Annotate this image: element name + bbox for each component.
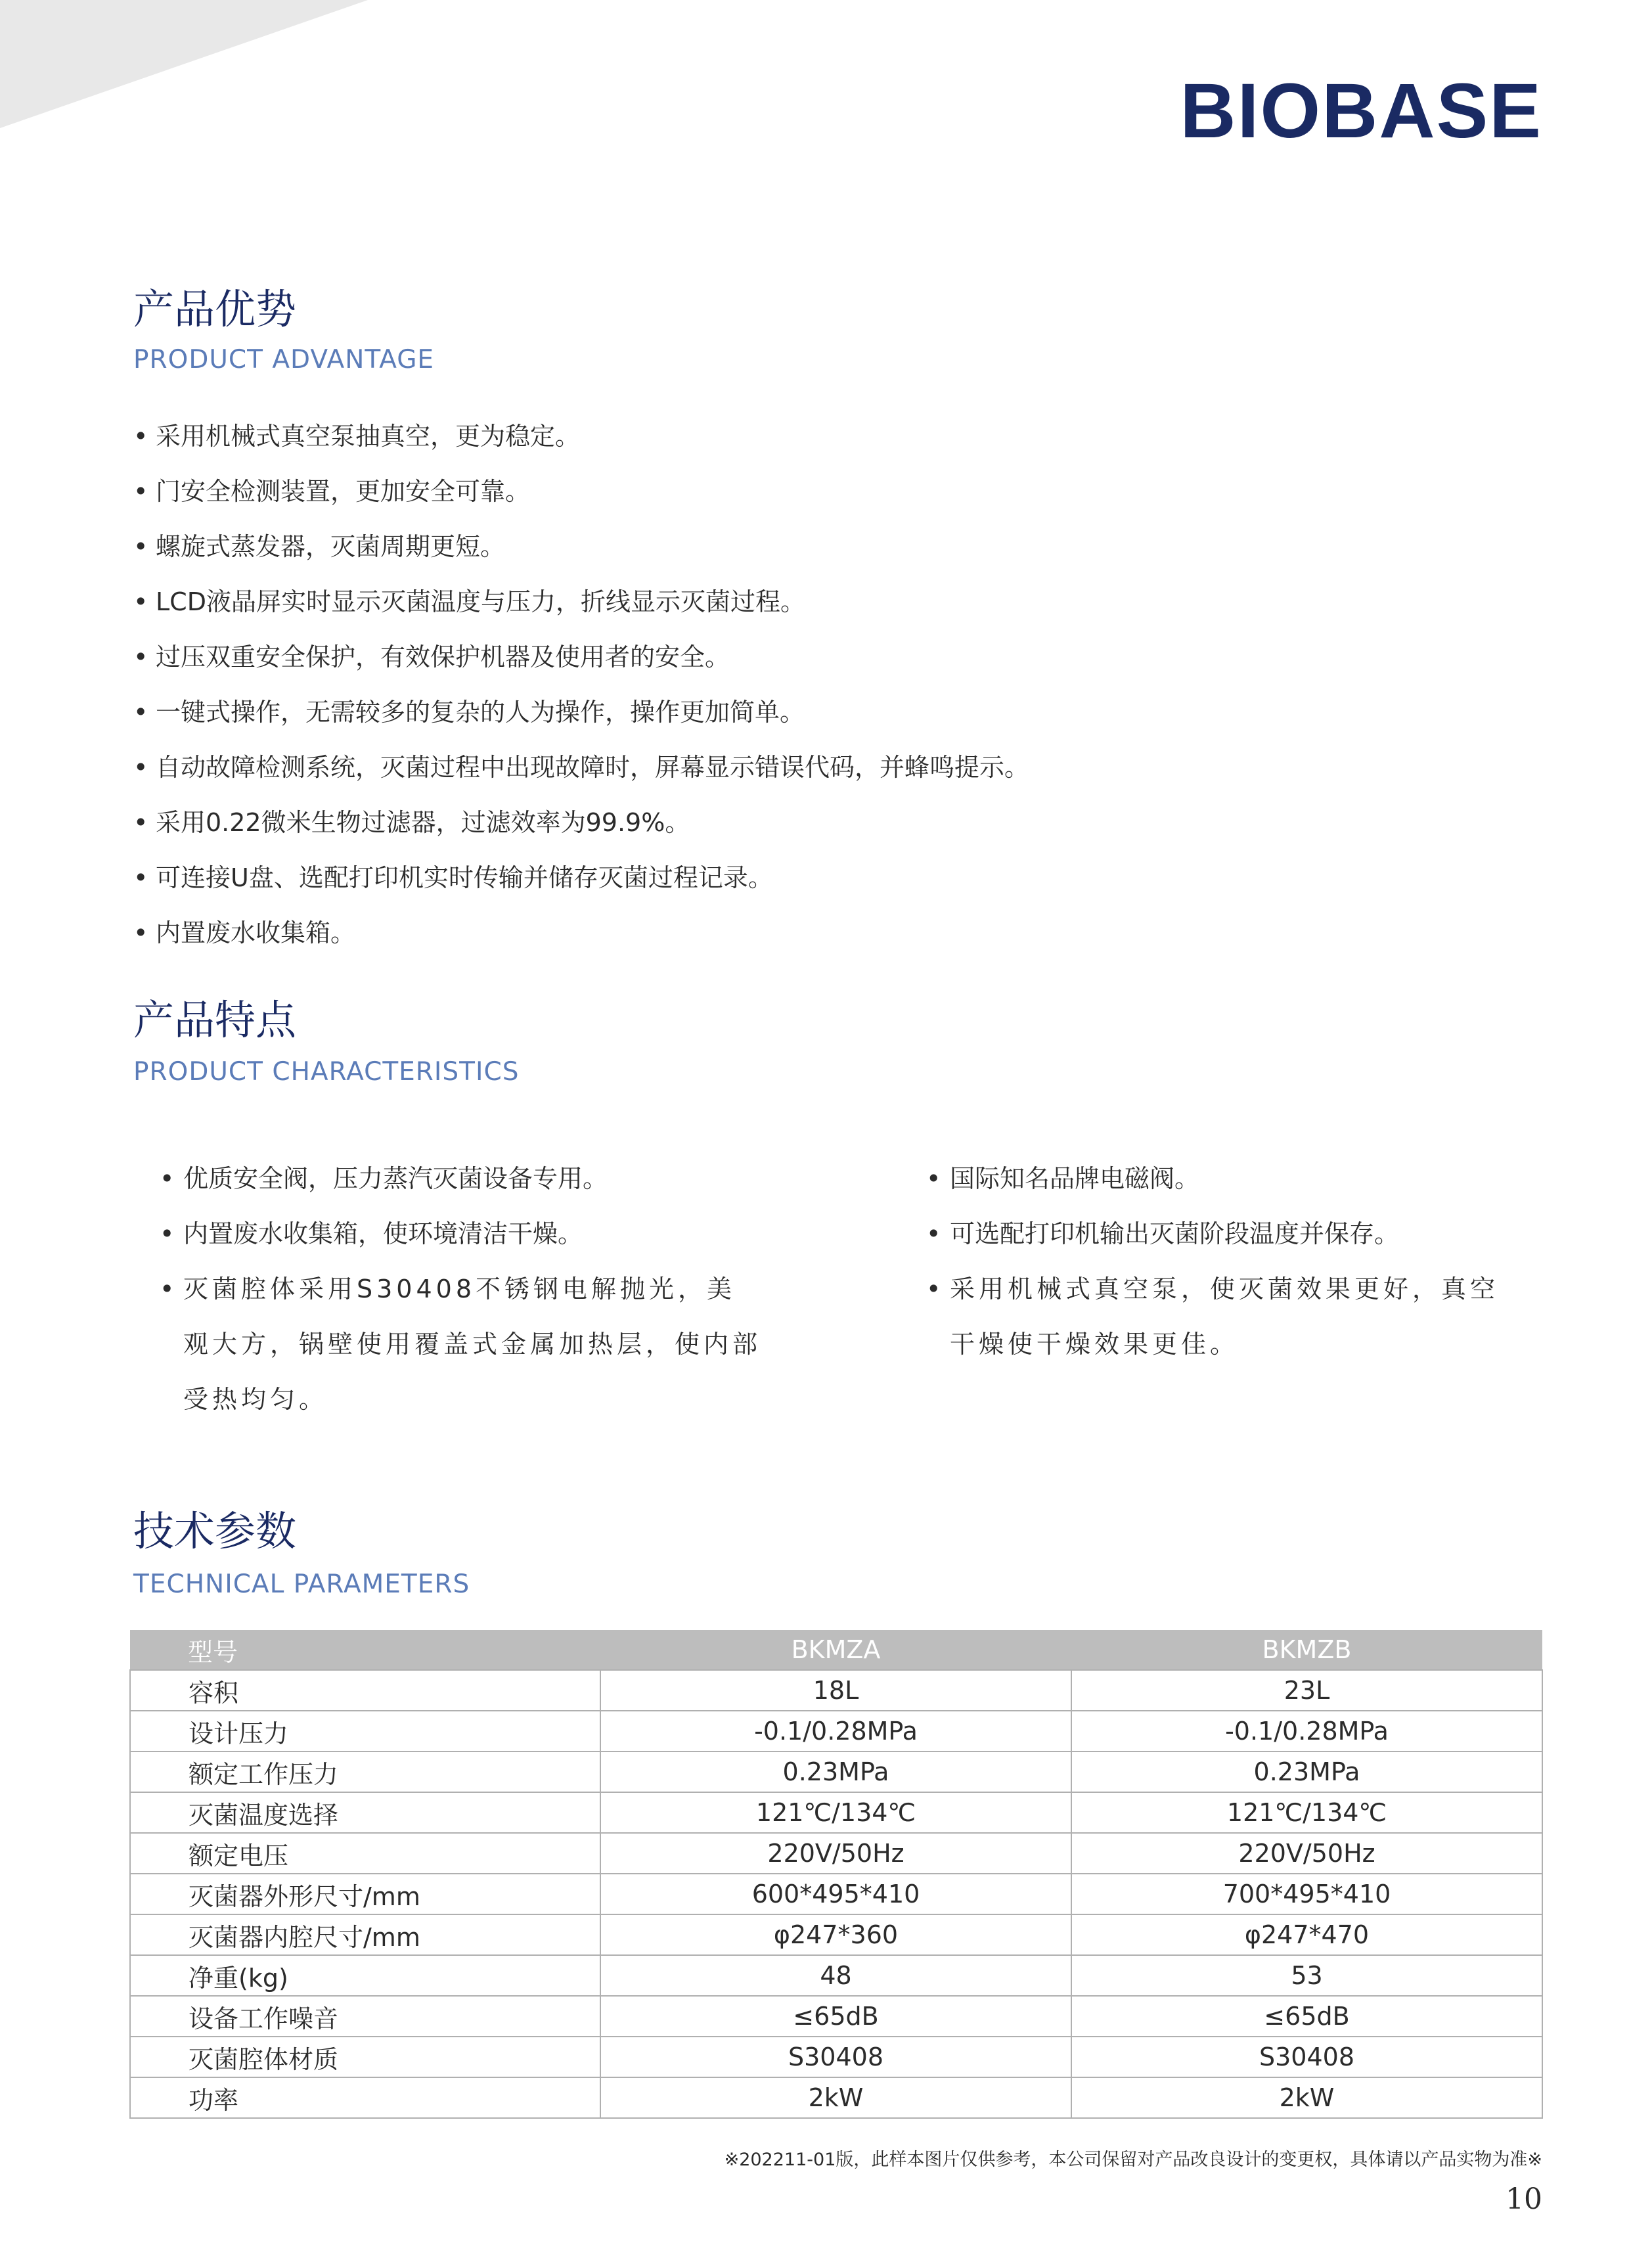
footnote: ※202211-01版，此样本图片仅供参考，本公司保留对产品改良设计的变更权，具体请以产品实物为准※ bbox=[724, 2150, 1542, 2170]
table-cell: ≤65dB bbox=[1071, 1996, 1542, 2037]
table-cell: 2kW bbox=[600, 2077, 1071, 2118]
characteristics-right-list bbox=[926, 1151, 1544, 1372]
table-row bbox=[130, 1670, 1542, 1711]
table-row bbox=[130, 1833, 1542, 1874]
table-cell: 容积 bbox=[130, 1670, 600, 1711]
table-cell: 23L bbox=[1071, 1670, 1542, 1711]
brand-logo: BIOBASE bbox=[1180, 68, 1542, 154]
table-cell: 53 bbox=[1071, 1955, 1542, 1996]
table-cell: S30408 bbox=[1071, 2037, 1542, 2077]
table-cell: S30408 bbox=[600, 2037, 1071, 2077]
parameters-subtitle: TECHNICAL PARAMETERS bbox=[133, 1569, 470, 1599]
list-item: • LCD液晶屏实时显示灭菌温度与压力，折线显示灭菌过程。 bbox=[133, 574, 1029, 629]
characteristics-title: 产品特点 bbox=[133, 996, 297, 1044]
list-item: • 内置废水收集箱，使环境清洁干燥。 bbox=[160, 1206, 803, 1261]
table-cell: ≤65dB bbox=[600, 1996, 1071, 2037]
characteristics-subtitle: PRODUCT CHARACTERISTICS bbox=[133, 1057, 520, 1087]
table-cell: 设计压力 bbox=[130, 1711, 600, 1751]
table-row bbox=[130, 1751, 1542, 1792]
header-cell: BKMZB bbox=[1071, 1630, 1542, 1670]
page-number: 10 bbox=[1506, 2182, 1542, 2216]
table-cell: φ247*470 bbox=[1071, 1914, 1542, 1955]
table-cell: φ247*360 bbox=[600, 1914, 1071, 1955]
list-item: • 优质安全阀，压力蒸汽灭菌设备专用。 bbox=[160, 1151, 803, 1206]
table-cell: 220V/50Hz bbox=[1071, 1833, 1542, 1874]
table-cell: 灭菌温度选择 bbox=[130, 1792, 600, 1833]
table-cell: 48 bbox=[600, 1955, 1071, 1996]
header-cell: 型号 bbox=[130, 1630, 600, 1670]
table-cell: 灭菌腔体材质 bbox=[130, 2037, 600, 2077]
table-cell: -0.1/0.28MPa bbox=[1071, 1711, 1542, 1751]
list-item: • 可连接U盘、选配打印机实时传输并储存灭菌过程记录。 bbox=[133, 850, 1029, 905]
table-cell: 设备工作噪音 bbox=[130, 1996, 600, 2037]
list-item: • 可选配打印机输出灭菌阶段温度并保存。 bbox=[926, 1206, 1544, 1261]
table-cell: 2kW bbox=[1071, 2077, 1542, 2118]
table-header-row bbox=[130, 1630, 1542, 1670]
table-cell: 净重(kg) bbox=[130, 1955, 600, 1996]
table-row bbox=[130, 1874, 1542, 1914]
table-cell: 灭菌器外形尺寸/mm bbox=[130, 1874, 600, 1914]
list-item: • 一键式操作，无需较多的复杂的人为操作，操作更加简单。 bbox=[133, 685, 1029, 740]
table-row bbox=[130, 1711, 1542, 1751]
advantage-subtitle: PRODUCT ADVANTAGE bbox=[133, 345, 435, 374]
list-item: • 国际知名品牌电磁阀。 bbox=[926, 1151, 1544, 1206]
table-row bbox=[130, 2037, 1542, 2077]
table-cell: 600*495*410 bbox=[600, 1874, 1071, 1914]
table-cell: 功率 bbox=[130, 2077, 600, 2118]
corner-decoration bbox=[0, 0, 368, 131]
list-item: • 自动故障检测系统，灭菌过程中出现故障时，屏幕显示错误代码，并蜂鸣提示。 bbox=[133, 740, 1029, 795]
table-cell: 额定工作压力 bbox=[130, 1751, 600, 1792]
advantage-title: 产品优势 bbox=[133, 285, 297, 333]
list-item: • 灭菌腔体采用S30408不锈钢电解抛光，美观大方，锅壁使用覆盖式金属加热层，使内部受热均匀。 bbox=[160, 1261, 761, 1427]
list-item: • 采用0.22微米生物过滤器，过滤效率为99.9%。 bbox=[133, 795, 1029, 850]
list-item: • 采用机械式真空泵抽真空，更为稳定。 bbox=[133, 409, 1029, 464]
list-item: • 过压双重安全保护，有效保护机器及使用者的安全。 bbox=[133, 629, 1029, 685]
list-item: • 螺旋式蒸发器，灭菌周期更短。 bbox=[133, 519, 1029, 574]
list-item: • 内置废水收集箱。 bbox=[133, 905, 1029, 960]
table-row bbox=[130, 1914, 1542, 1955]
table-row bbox=[130, 1955, 1542, 1996]
table-cell: 121℃/134℃ bbox=[600, 1792, 1071, 1833]
list-item: • 采用机械式真空泵，使灭菌效果更好，真空干燥使干燥效果更佳。 bbox=[926, 1261, 1515, 1372]
table-cell: 121℃/134℃ bbox=[1071, 1792, 1542, 1833]
table-cell: 18L bbox=[600, 1670, 1071, 1711]
header-cell: BKMZA bbox=[600, 1630, 1071, 1670]
table-cell: 700*495*410 bbox=[1071, 1874, 1542, 1914]
list-item: • 门安全检测装置，更加安全可靠。 bbox=[133, 464, 1029, 519]
table-cell: 0.23MPa bbox=[1071, 1751, 1542, 1792]
table-cell: -0.1/0.28MPa bbox=[600, 1711, 1071, 1751]
characteristics-left-list bbox=[160, 1151, 803, 1427]
table-cell: 额定电压 bbox=[130, 1833, 600, 1874]
table-cell: 灭菌器内腔尺寸/mm bbox=[130, 1914, 600, 1955]
spec-table bbox=[129, 1630, 1543, 2119]
table-cell: 0.23MPa bbox=[600, 1751, 1071, 1792]
table-cell: 220V/50Hz bbox=[600, 1833, 1071, 1874]
table-row bbox=[130, 2077, 1542, 2118]
advantage-list bbox=[133, 409, 1029, 960]
parameters-title: 技术参数 bbox=[133, 1507, 297, 1555]
table-row bbox=[130, 1996, 1542, 2037]
table-row bbox=[130, 1792, 1542, 1833]
